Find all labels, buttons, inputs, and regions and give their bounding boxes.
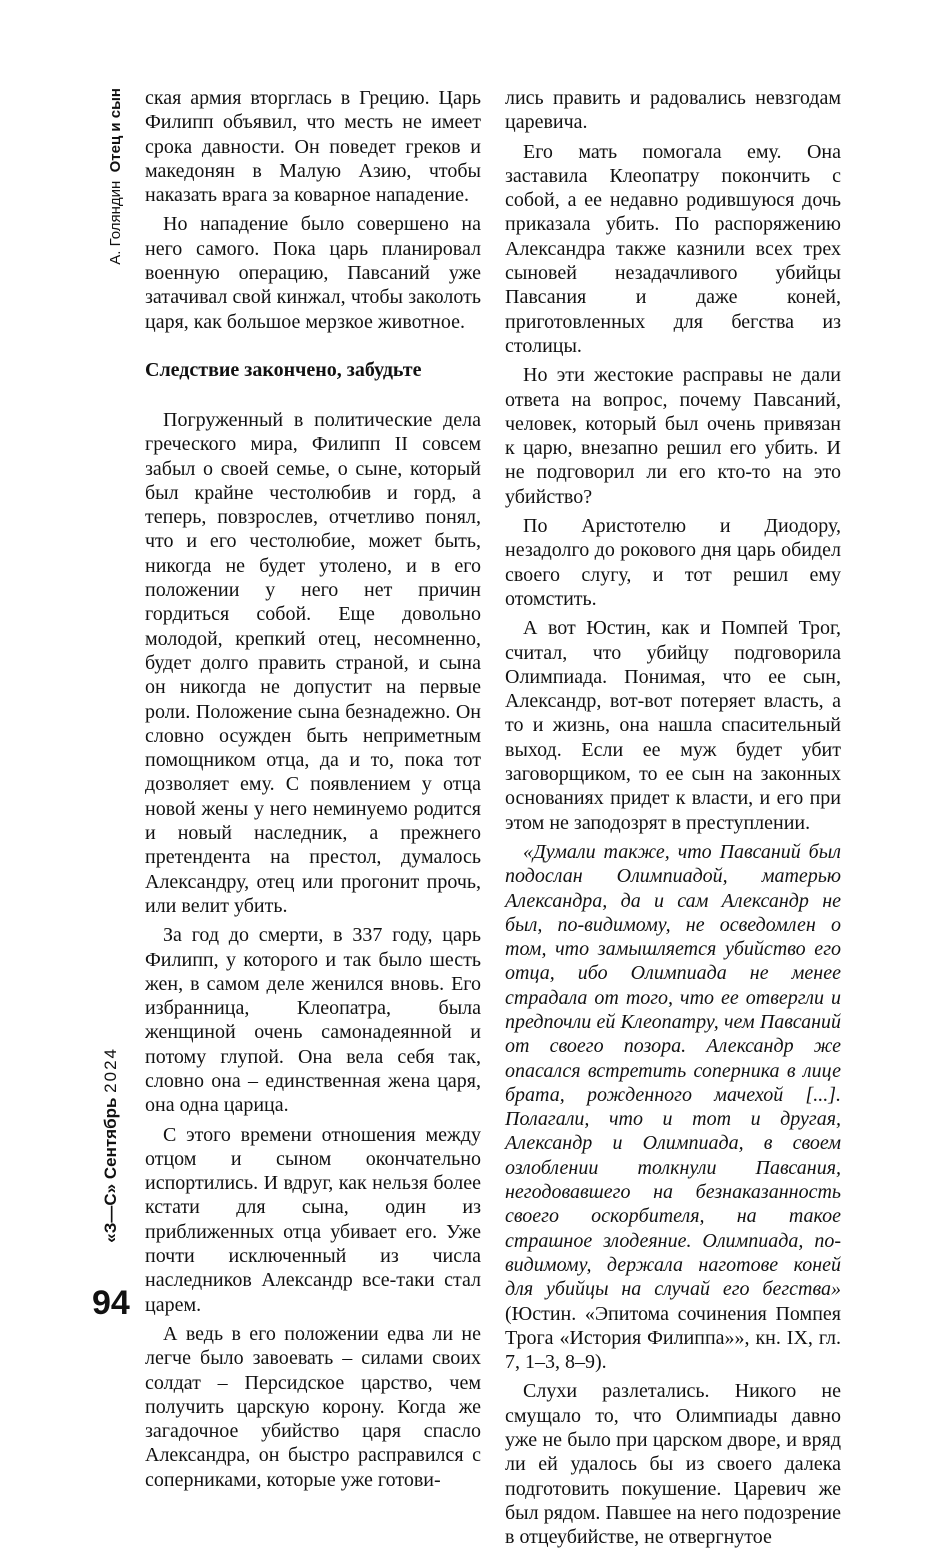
issue-year: 2024	[101, 1047, 120, 1093]
paragraph: А ведь в его положении едва ли не легче было завоевать – силами своих солдат – Персидское царство, чем получить царскую корону. Когда же загадочное убийство царя спасло Александра, он быстро расправился с соперниками, которые уже готови-	[145, 1322, 481, 1491]
quote-text: «Думали также, что Павсаний был подослан Олимпиадой, матерью Александра, да и сам Александр не был, по-видимому, не осведомлен о том, что замышляется убийство его отца, ибо Олимпиада не менее страдала от того, что ее отвергли и предпочли ей Клеопатру, чем Павсаний от своего позора. Александр же опасался встретить соперника в лице брата, рожденного мачехой [...]. Полагали, что и тот и другая, Александр и Олимпиада, в своем озлоблении толкнули Павсания, негодовавшего на безнаказанность своего оскорбителя, на такое страшное злодеяние. Олимпиада, по-видимому, держала наготове коней для убийцы на случай его бегства»	[505, 840, 841, 1301]
paragraph: По Аристотелю и Диодору, незадолго до рокового дня царь обидел своего слугу, и тот решил ему отомстить.	[505, 515, 841, 610]
section-heading: Следствие закончено, забудьте	[145, 358, 422, 381]
paragraph: лись править и радовались невзгодам царевича.	[505, 87, 841, 134]
paragraph: За год до смерти, в 337 году, царь Филипп, у которого и так было шесть жен, в самом деле женился вновь. Его избранница, Клеопатра, была женщиной очень самонадеянной и потому глупой. Она вела себя так, словно она – единственная жена царя, она одна царица.	[145, 924, 481, 1117]
author-name: А. Голяндин	[107, 180, 124, 265]
magazine-footer	[98, 1047, 124, 1285]
paragraph: Его мать помогала ему. Она заставила Клеопатру покончить с собой, а ее недавно родившуюся дочь приказала убить. По распоряжению Александра также казнили всех трех сыновей незадачливого убийцы Павсания и даже коней, приготовленных для бегства из столицы.	[505, 140, 841, 357]
paragraph: ская армия вторглась в Грецию. Царь Филипп объявил, что месть не имеет срока давности. Он поведет греков и македонян в Малую Азию, чтобы наказать врага за коварное нападение.	[145, 87, 481, 207]
magazine-name: «З—С»	[101, 1183, 120, 1243]
paragraph: Но нападение было совершено на него самого. Пока царь планировал военную операцию, Павсаний уже затачивал свой кинжал, чтобы заколоть царя, как большое мерзкое животное.	[145, 213, 481, 333]
paragraph: Но эти жестокие расправы не дали ответа на вопрос, почему Павсаний, человек, который был очень привязан к царю, внезапно решил его убить. И не подговорил ли его кто-то на это убийство?	[505, 364, 841, 508]
right-column	[505, 86, 841, 1555]
page-number: 94	[92, 1284, 130, 1322]
left-column	[145, 86, 481, 1497]
paragraph: Погруженный в политические дела греческого мира, Филипп II совсем забыл о своей семье, о сыне, который был крайне честолюбив и горд, а теперь, повзрослев, отчетливо понял, что и его честолюбие, может быть, никогда не будет утолено, и в его положении у него нет причин гордиться собой. Еще довольно молодой, крепкий отец, несомненно, будет долго править страной, и сына он никогда не допустит на первые роли. Положение сына безнадежно. Он словно осужден быть неприметным помощником отца, да и то, пока тот дозволяет ему. С появлением у отца новой жены у него неминуемо родится и новый наследник, а прежнего претендента на престол, думалось Александру, отец или прогонит прочь, или велит убить.	[145, 408, 481, 917]
quotation	[505, 840, 841, 1375]
issue-month: Сентябрь	[101, 1097, 120, 1180]
quote-source: (Юстин. «Эпитома сочинения Помпея Трога «История Филиппа»», кн. IX, гл. 7, 1–3, 8–9).	[505, 1302, 841, 1374]
section-title: Отец и сын	[107, 88, 124, 173]
paragraph: А вот Юстин, как и Помпей Трог, считал, что убийцу подговорила Олимпиада. Понимая, что ее сын, Александр, вот-вот потеряет власть, а то и жизнь, она нашла спасительный выход. Если ее муж будет убит заговорщиком, то ее сын на законных основаниях придет к власти, и его при этом не заподозрят в преступлении.	[505, 617, 841, 834]
paragraph: Слухи разлетались. Никого не смущало то, что Олимпиады давно уже не было при царском дворе, и вряд ли ей удалось бы из своего далека подготовить покушение. Царевич же был рядом. Павшее на него подозрение в отцеубийстве, не отвергнутое	[505, 1380, 841, 1549]
paragraph: С этого времени отношения между отцом и сыном окончательно испортились. И вдруг, как нельзя более кстати для сына, один из приближенных отца убивает его. Уже почти исключенный из числа наследников Александр все-таки стал царем.	[145, 1123, 481, 1316]
running-header	[104, 88, 128, 288]
